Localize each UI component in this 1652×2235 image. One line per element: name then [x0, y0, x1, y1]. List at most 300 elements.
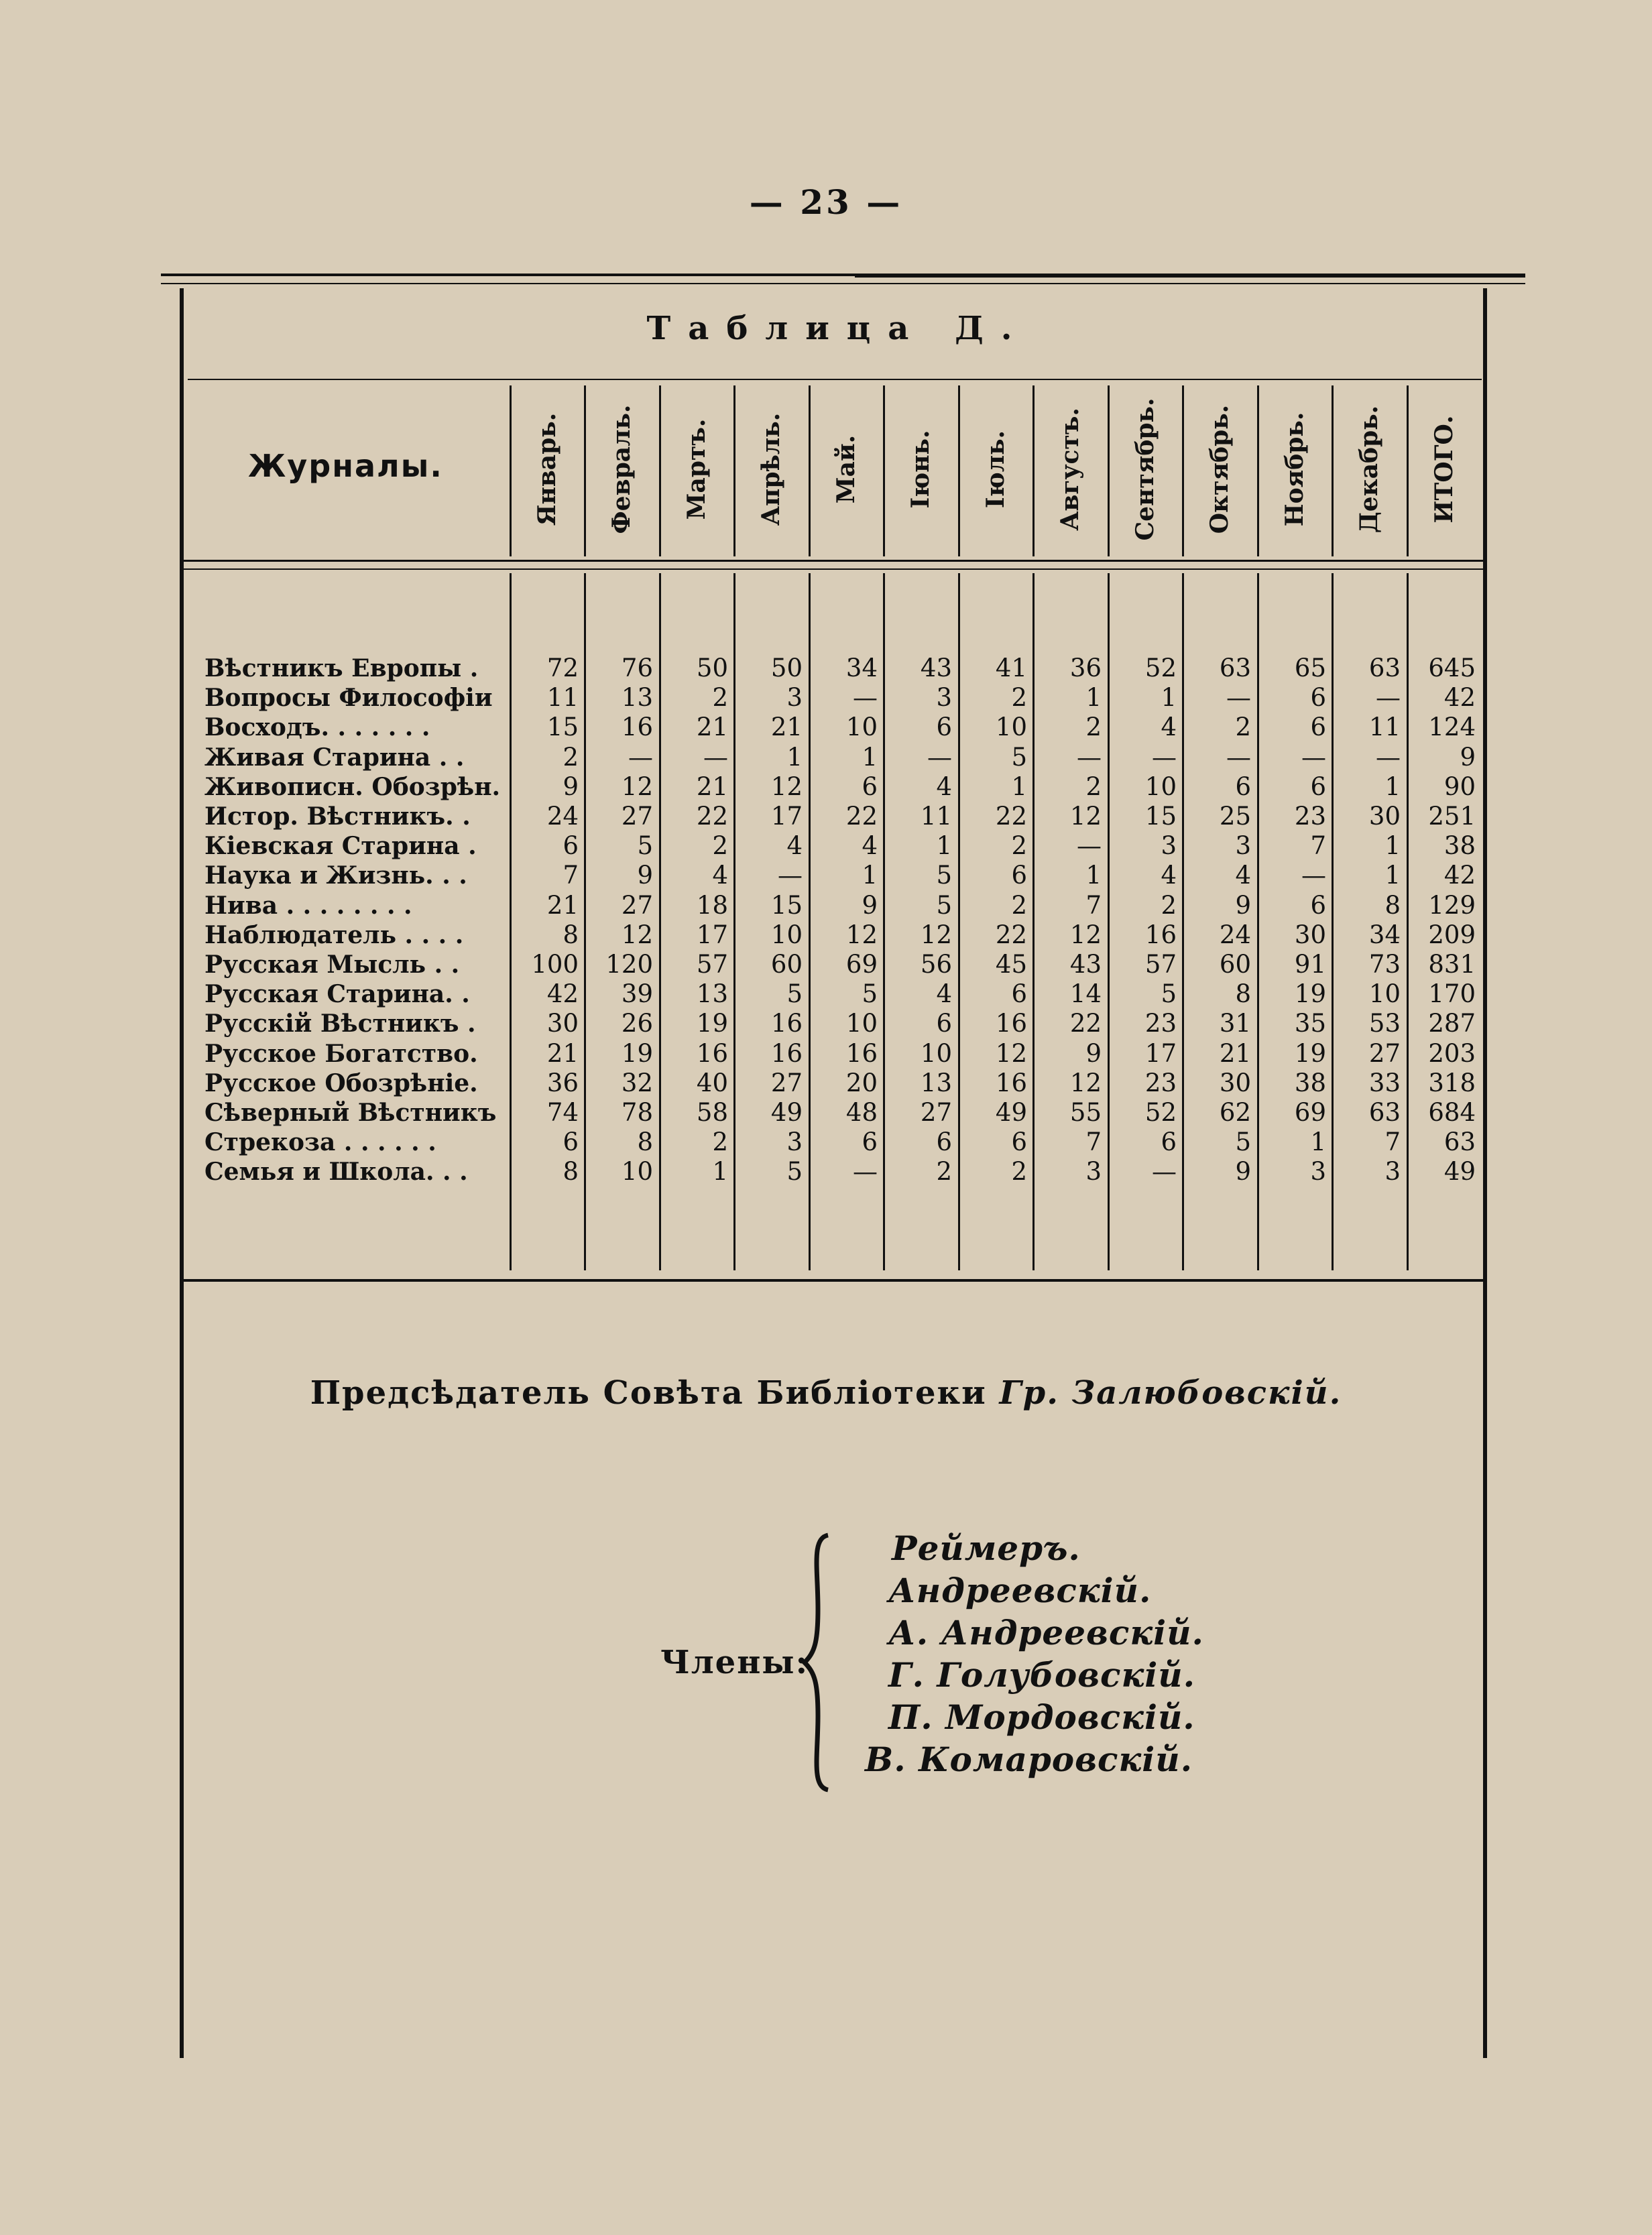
table-cell: 33: [1368, 1068, 1401, 1097]
table-cell: 129: [1428, 890, 1476, 920]
table-cell: 74: [546, 1098, 579, 1127]
table-cell: 4: [1161, 861, 1177, 890]
table-cell: 124: [1428, 713, 1476, 742]
journal-name: Наблюдатель . . . .: [204, 920, 464, 949]
table-cell: 9: [1085, 1038, 1102, 1068]
table-cell: 2: [712, 831, 728, 861]
table-cell: 6: [936, 1128, 952, 1157]
table-cell: —: [1077, 742, 1102, 772]
table-cell: 15: [770, 890, 803, 920]
table-cell: 16: [770, 1038, 803, 1068]
table-cell: 12: [621, 772, 653, 801]
table-cell: 16: [770, 1009, 803, 1038]
table-cell: 2: [712, 683, 728, 713]
table-cell: 22: [696, 802, 728, 831]
member-name: Андреевскій.: [888, 1571, 1152, 1610]
table-cell: 19: [1294, 1038, 1326, 1068]
table-cell: 21: [696, 772, 728, 801]
table-cell: 6: [1310, 890, 1326, 920]
table-cell: 16: [995, 1068, 1027, 1097]
table-cell: 52: [1144, 654, 1177, 682]
journal-name: Нива . . . . . . . .: [204, 891, 412, 920]
table-cell: 5: [786, 979, 803, 1009]
table-cell: 11: [920, 802, 952, 831]
table-cell: 12: [1069, 802, 1102, 831]
journal-name: Семья и Школа. . .: [204, 1158, 468, 1187]
table-cell: 1: [862, 742, 878, 772]
table-cell: 1: [1384, 831, 1401, 861]
table-cell: 10: [920, 1038, 952, 1068]
table-cell: 4: [862, 831, 878, 861]
table-cell: 21: [696, 713, 728, 742]
table-cell: 1: [1310, 1128, 1326, 1157]
table-cell: 7: [1085, 1128, 1102, 1157]
table-cell: 55: [1069, 1098, 1102, 1127]
table-cell: 42: [546, 979, 579, 1009]
column-rule: [809, 385, 811, 556]
table-cell: —: [1301, 742, 1326, 772]
table-cell: 203: [1428, 1038, 1476, 1068]
table-cell: 52: [1144, 1098, 1177, 1127]
table-cell: 31: [1219, 1009, 1251, 1038]
month-header: Апрѣль.: [756, 412, 785, 526]
member-name: П. Мордовскій.: [888, 1697, 1195, 1737]
table-cell: 684: [1428, 1098, 1476, 1127]
table-cell: 22: [995, 802, 1027, 831]
table-cell: 38: [1294, 1068, 1326, 1097]
table-cell: 11: [546, 683, 579, 713]
table-cell: 16: [1144, 920, 1177, 949]
journal-name: Русскій Вѣстникъ .: [204, 1010, 476, 1038]
table-cell: 12: [770, 772, 803, 801]
table-cell: 5: [1235, 1128, 1251, 1157]
column-rule: [1407, 385, 1409, 556]
month-header: Сентябрь.: [1130, 398, 1159, 541]
table-cell: 72: [546, 654, 579, 682]
chairman-line: [0, 1374, 1652, 1412]
table-cell: 53: [1368, 1009, 1401, 1038]
table-cell: 8: [637, 1128, 653, 1157]
table-cell: 2: [1011, 683, 1027, 713]
table-cell: 1: [1085, 861, 1102, 890]
table-cell: 10: [770, 920, 803, 949]
table-cell: 3: [1310, 1157, 1326, 1187]
table-cell: 7: [1384, 1128, 1401, 1157]
table-cell: —: [1376, 683, 1401, 713]
table-cell: 4: [786, 831, 803, 861]
table-cell: 170: [1428, 979, 1476, 1009]
table-cell: —: [927, 742, 952, 772]
chairman-name: Гр. Залюбовскій.: [999, 1374, 1342, 1412]
table-cell: 78: [621, 1098, 653, 1127]
table-cell: 2: [563, 742, 579, 772]
table-cell: 1: [786, 742, 803, 772]
member-name: Г. Голубовскій.: [888, 1655, 1196, 1695]
table-cell: 90: [1443, 772, 1476, 801]
table-title: Таблица Д.: [646, 310, 1030, 347]
chairman-label: Предсѣдатель Совѣта Библіотеки: [310, 1374, 987, 1412]
table-cell: 318: [1428, 1068, 1476, 1097]
table-cell: 5: [786, 1157, 803, 1187]
journal-name: Истор. Вѣстникъ. .: [204, 802, 471, 831]
table-cell: 19: [696, 1009, 728, 1038]
month-header: Августъ.: [1055, 408, 1084, 531]
table-cell: 13: [621, 683, 653, 713]
members-label: Члены:: [660, 1644, 809, 1681]
month-header: Январь.: [532, 412, 561, 526]
column-rule: [1332, 385, 1334, 556]
table-cell: 287: [1428, 1009, 1476, 1038]
table-cell: 209: [1428, 920, 1476, 949]
table-cell: 27: [770, 1068, 803, 1097]
table-cell: 6: [1235, 772, 1251, 801]
table-cell: 16: [845, 1038, 878, 1068]
table-cell: 22: [995, 920, 1027, 949]
table-cell: 5: [936, 861, 952, 890]
table-cell: 9: [637, 861, 653, 890]
table-cell: 17: [770, 802, 803, 831]
table-cell: 2: [1011, 831, 1027, 861]
table-cell: 11: [1368, 713, 1401, 742]
table-cell: 9: [1460, 742, 1476, 772]
table-cell: 4: [1161, 713, 1177, 742]
journal-column-header: Журналы.: [248, 448, 443, 484]
table-cell: 41: [995, 654, 1027, 682]
left-border: [180, 288, 184, 2058]
table-cell: 6: [1011, 1128, 1027, 1157]
table-cell: 6: [1310, 772, 1326, 801]
table-cell: 4: [936, 772, 952, 801]
table-cell: 63: [1368, 1098, 1401, 1127]
table-cell: 7: [563, 861, 579, 890]
table-cell: 21: [770, 713, 803, 742]
journal-name: Восходъ. . . . . . .: [204, 713, 430, 742]
table-cell: 1: [712, 1157, 728, 1187]
journal-name: Вѣстникъ Европы .: [204, 654, 479, 682]
table-cell: 30: [1294, 920, 1326, 949]
table-cell: 5: [862, 979, 878, 1009]
table-cell: 2: [1235, 713, 1251, 742]
table-cell: —: [1376, 742, 1401, 772]
table-cell: 27: [920, 1098, 952, 1127]
column-rule: [733, 385, 735, 556]
table-cell: 9: [1235, 890, 1251, 920]
table-cell: 26: [621, 1009, 653, 1038]
table-cell: 4: [712, 861, 728, 890]
table-cell: 2: [1011, 1157, 1027, 1187]
table-cell: —: [1301, 861, 1326, 890]
table-cell: 10: [1368, 979, 1401, 1009]
table-cell: 19: [621, 1038, 653, 1068]
journal-name: Живая Старина . .: [204, 743, 465, 772]
top-thin-rule: [161, 283, 1525, 284]
table-cell: 6: [1310, 683, 1326, 713]
journal-name: Живописн. Обозрѣн.: [204, 772, 501, 801]
table-cell: 42: [1443, 861, 1476, 890]
table-cell: 3: [786, 1128, 803, 1157]
table-cell: 16: [621, 713, 653, 742]
table-cell: 30: [1219, 1068, 1251, 1097]
top-rule-right: [855, 274, 1525, 278]
table-cell: 24: [546, 802, 579, 831]
table-cell: 14: [1069, 979, 1102, 1009]
table-cell: 27: [1368, 1038, 1401, 1068]
table-cell: 6: [936, 713, 952, 742]
table-cell: 3: [1161, 831, 1177, 861]
table-cell: 63: [1368, 654, 1401, 682]
table-cell: 20: [845, 1068, 878, 1097]
table-cell: 4: [936, 979, 952, 1009]
table-cell: 23: [1144, 1068, 1177, 1097]
table-cell: 5: [1161, 979, 1177, 1009]
table-cell: 17: [696, 920, 728, 949]
table-cell: 8: [1235, 979, 1251, 1009]
table-cell: 3: [1384, 1157, 1401, 1187]
table-cell: 8: [563, 1157, 579, 1187]
table-cell: 12: [1069, 920, 1102, 949]
table-cell: 3: [1235, 831, 1251, 861]
table-cell: 6: [862, 1128, 878, 1157]
table-cell: 1: [936, 831, 952, 861]
table-cell: —: [853, 1157, 878, 1187]
header-bottom-rule: [180, 560, 1483, 562]
table-bottom-rule: [180, 1279, 1483, 1282]
table-cell: 2: [936, 1157, 952, 1187]
table-cell: 13: [920, 1068, 952, 1097]
member-name: В. Комаровскій.: [865, 1740, 1193, 1779]
table-cell: 50: [770, 654, 803, 682]
table-cell: 48: [845, 1098, 878, 1127]
column-rule: [510, 385, 512, 556]
journal-name: Русская Старина. .: [204, 980, 470, 1009]
table-cell: 36: [1069, 654, 1102, 682]
journal-name: Вопросы Философіи: [204, 684, 493, 713]
table-cell: 6: [563, 1128, 579, 1157]
column-rule: [1032, 385, 1035, 556]
table-cell: 2: [1085, 772, 1102, 801]
table-cell: —: [853, 683, 878, 713]
table-cell: 1: [1384, 772, 1401, 801]
table-cell: 6: [862, 772, 878, 801]
table-cell: 18: [696, 890, 728, 920]
table-cell: 6: [1161, 1128, 1177, 1157]
table-cell: 34: [845, 654, 878, 682]
table-cell: 7: [1310, 831, 1326, 861]
table-cell: 60: [770, 950, 803, 979]
column-rule: [1182, 385, 1184, 556]
journal-name: Кіевская Старина .: [204, 832, 477, 861]
table-cell: 63: [1443, 1128, 1476, 1157]
table-cell: 49: [770, 1098, 803, 1127]
table-cell: 120: [605, 950, 653, 979]
month-header: Ноябрь.: [1280, 412, 1309, 527]
table-cell: 8: [563, 920, 579, 949]
table-cell: 22: [845, 802, 878, 831]
table-cell: 49: [1443, 1157, 1476, 1187]
table-cell: 12: [1069, 1068, 1102, 1097]
table-cell: 16: [696, 1038, 728, 1068]
member-name: Реймеръ.: [892, 1528, 1081, 1568]
table-cell: 27: [621, 890, 653, 920]
table-cell: 21: [1219, 1038, 1251, 1068]
month-header: Февраль.: [607, 404, 636, 534]
table-cell: 10: [845, 713, 878, 742]
table-cell: 12: [845, 920, 878, 949]
table-cell: 1: [1384, 861, 1401, 890]
table-cell: 2: [1161, 890, 1177, 920]
month-header: Декабрь.: [1354, 405, 1383, 534]
member-name: А. Андреевскій.: [888, 1613, 1204, 1652]
table-cell: 25: [1219, 802, 1251, 831]
table-cell: 50: [696, 654, 728, 682]
header-top-rule: [188, 379, 1482, 380]
table-cell: 9: [563, 772, 579, 801]
table-cell: 57: [1144, 950, 1177, 979]
table-cell: 6: [936, 1009, 952, 1038]
table-cell: 13: [696, 979, 728, 1009]
table-cell: 6: [1310, 713, 1326, 742]
table-cell: 57: [696, 950, 728, 979]
table-cell: 3: [1085, 1157, 1102, 1187]
table-cell: 49: [995, 1098, 1027, 1127]
month-header: ИТОГО.: [1429, 415, 1458, 524]
table-cell: 3: [786, 683, 803, 713]
table-cell: 42: [1443, 683, 1476, 713]
table-cell: 23: [1294, 802, 1326, 831]
table-cell: 831: [1428, 950, 1476, 979]
table-cell: 1: [1011, 772, 1027, 801]
table-cell: 12: [995, 1038, 1027, 1068]
table-cell: 69: [845, 950, 878, 979]
month-header: Октябрь.: [1205, 404, 1234, 534]
table-cell: 1: [862, 861, 878, 890]
table-cell: 58: [696, 1098, 728, 1127]
table-cell: 69: [1294, 1098, 1326, 1127]
table-cell: 1: [1161, 683, 1177, 713]
table-cell: 6: [1011, 861, 1027, 890]
table-cell: —: [1152, 1157, 1177, 1187]
table-cell: —: [1226, 683, 1251, 713]
table-cell: —: [1077, 831, 1102, 861]
table-cell: 43: [1069, 950, 1102, 979]
table-cell: 16: [995, 1009, 1027, 1038]
journal-name: Наука и Жизнь. . .: [204, 861, 467, 890]
table-cell: 60: [1219, 950, 1251, 979]
table-cell: 12: [621, 920, 653, 949]
table-cell: 24: [1219, 920, 1251, 949]
table-cell: 76: [621, 654, 653, 682]
column-rule: [584, 385, 586, 556]
top-rule: [161, 274, 855, 276]
table-cell: 34: [1368, 920, 1401, 949]
table-cell: 56: [920, 950, 952, 979]
column-rule: [1257, 385, 1259, 556]
table-cell: 1: [1085, 683, 1102, 713]
table-cell: 43: [920, 654, 952, 682]
table-cell: —: [703, 742, 728, 772]
table-cell: —: [778, 861, 803, 890]
table-cell: 21: [546, 1038, 579, 1068]
table-cell: —: [1226, 742, 1251, 772]
table-cell: 10: [995, 713, 1027, 742]
table-cell: 38: [1443, 831, 1476, 861]
table-cell: 5: [1011, 742, 1027, 772]
table-cell: 15: [546, 713, 579, 742]
table-cell: 27: [621, 802, 653, 831]
month-header: Іюль.: [981, 430, 1010, 509]
journal-name: Стрекоза . . . . . .: [204, 1128, 436, 1157]
members-brace: [798, 1528, 838, 1797]
month-header: Мартъ.: [682, 418, 711, 520]
table-cell: 62: [1219, 1098, 1251, 1127]
table-cell: 5: [936, 890, 952, 920]
table-cell: 19: [1294, 979, 1326, 1009]
table-cell: 10: [1144, 772, 1177, 801]
journal-name: Сѣверный Вѣстникъ: [204, 1099, 497, 1127]
journal-name: Русское Обозрѣніе.: [204, 1069, 478, 1097]
table-cell: 63: [1219, 654, 1251, 682]
table-cell: 100: [531, 950, 579, 979]
column-rule: [958, 385, 960, 556]
table-cell: 645: [1428, 654, 1476, 682]
table-cell: 3: [936, 683, 952, 713]
table-cell: 10: [621, 1157, 653, 1187]
table-cell: 73: [1368, 950, 1401, 979]
table-cell: 32: [621, 1068, 653, 1097]
table-cell: 7: [1085, 890, 1102, 920]
table-cell: 30: [1368, 802, 1401, 831]
journal-name: Русская Мысль . .: [204, 951, 460, 979]
table-cell: 30: [546, 1009, 579, 1038]
header-bottom-rule-2: [180, 568, 1483, 570]
table-cell: 23: [1144, 1009, 1177, 1038]
table-cell: 17: [1144, 1038, 1177, 1068]
table-cell: 2: [712, 1128, 728, 1157]
table-cell: 12: [920, 920, 952, 949]
table-cell: 36: [546, 1068, 579, 1097]
table-cell: 251: [1428, 802, 1476, 831]
table-cell: 91: [1294, 950, 1326, 979]
table-cell: 40: [696, 1068, 728, 1097]
table-cell: 45: [995, 950, 1027, 979]
table-cell: 2: [1011, 890, 1027, 920]
table-cell: 5: [637, 831, 653, 861]
month-header: Май.: [831, 434, 860, 504]
table-cell: 2: [1085, 713, 1102, 742]
right-border: [1483, 288, 1487, 2058]
table-cell: 15: [1144, 802, 1177, 831]
column-rule: [883, 385, 885, 556]
page-number: — 23 —: [749, 182, 903, 222]
table-cell: 4: [1235, 861, 1251, 890]
table-cell: —: [628, 742, 653, 772]
table-cell: 35: [1294, 1009, 1326, 1038]
table-cell: 9: [862, 890, 878, 920]
table-cell: 6: [563, 831, 579, 861]
table-cell: —: [1152, 742, 1177, 772]
table-cell: 21: [546, 890, 579, 920]
table-cell: 8: [1384, 890, 1401, 920]
column-rule: [1108, 385, 1110, 556]
table-cell: 10: [845, 1009, 878, 1038]
table-cell: 65: [1294, 654, 1326, 682]
table-cell: 9: [1235, 1157, 1251, 1187]
month-header: Іюнь.: [906, 430, 935, 509]
journal-name: Русское Богатство.: [204, 1039, 478, 1068]
table-cell: 39: [621, 979, 653, 1009]
table-cell: 22: [1069, 1009, 1102, 1038]
table-cell: 6: [1011, 979, 1027, 1009]
